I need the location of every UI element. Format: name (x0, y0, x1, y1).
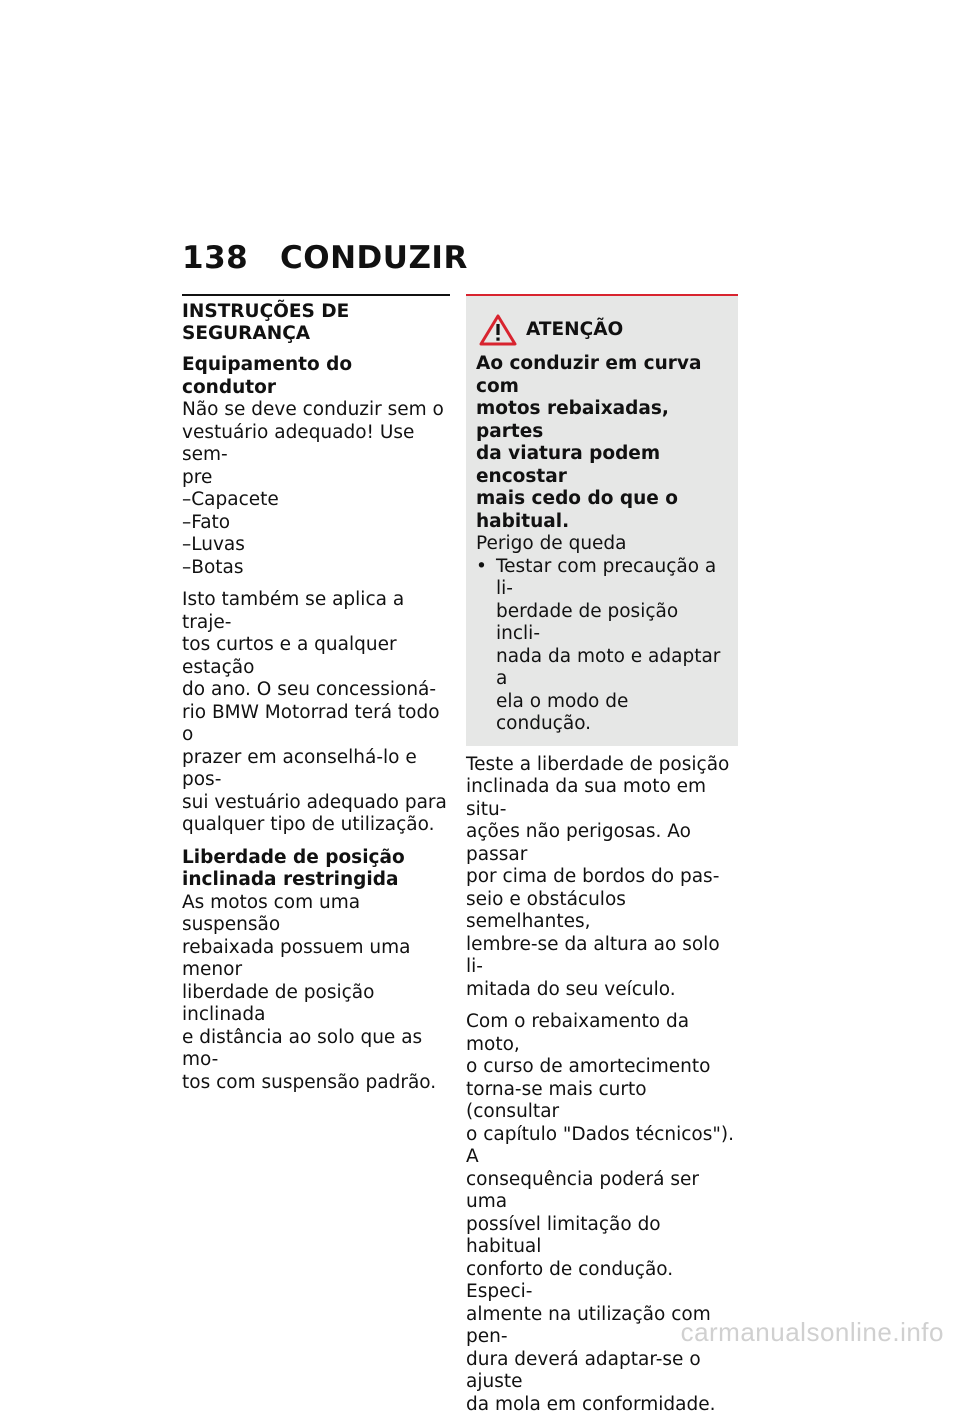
list-item: –Fato (182, 511, 231, 533)
equipment-intro: Não se deve conduzir sem o vestuário adequado! Use sem- pre (182, 399, 444, 488)
warning-triangle-icon (478, 313, 518, 347)
right-column (466, 294, 738, 1426)
equipment-heading: Equipamento do condutor (182, 354, 353, 398)
warning-risk: Perigo de queda (476, 533, 627, 554)
left-column (182, 294, 450, 1104)
lean-heading: Liberdade de posição inclinada restringida (182, 846, 405, 890)
warning-title: ATENÇÃO (526, 318, 624, 340)
list-item: –Capacete (182, 489, 279, 510)
right-paragraph-2: Com o rebaixamento da moto, o curso de amortecimento torna-se mais curto (consultar o capítulo "Dados técnicos"). A consequência poderá ser uma possível limitação do habitual conforto de condução. Especi- almente na utilização com pen- dura deverá adaptar-se o ajuste da mola em conformidade. (466, 1011, 734, 1415)
equipment-note: Isto também se aplica a traje- tos curtos e a qualquer estação do ano. O seu concessioná- rio BMW Motorrad terá todo o prazer em aconselhá-lo e pos- sui vestuário adequado para qualquer tipo de utilização. (182, 589, 447, 835)
list-item: –Luvas (182, 534, 245, 555)
warning-measure (476, 556, 728, 736)
warning-measure-text: Testar com precaução a li- berdade de posição incli- nada da moto e adaptar a ela o modo de condução. (496, 555, 721, 734)
right-paragraph-1: Teste a liberdade de posição inclinada da sua moto em situ- ações não perigosas. Ao passar por cima de bordos do pas- seio e obstáculos semelhantes, lembre-se da altura ao solo li- mitada do seu veículo. (466, 753, 730, 1000)
equipment-list (182, 489, 450, 579)
watermark: carmanualsonline.info (680, 1317, 944, 1347)
list-item: –Botas (182, 556, 244, 578)
page-number: 138 (182, 240, 249, 276)
section-title: INSTRUÇÕES DE SEGURANÇA (182, 294, 450, 345)
lean-text: As motos com uma suspensão rebaixada possuem uma menor liberdade de posição inclinada e distância ao solo que as mo- tos com suspensão padrão. (182, 891, 437, 1093)
chapter-title: CONDUZIR (280, 240, 468, 276)
warning-title-row (476, 313, 728, 347)
page-header (182, 240, 468, 276)
warning-box (466, 294, 738, 746)
bullet-icon: • (476, 555, 487, 577)
warning-statement: Ao conduzir em curva com motos rebaixadas, partes da viatura podem encostar mais cedo do que o habitual. (476, 353, 702, 532)
